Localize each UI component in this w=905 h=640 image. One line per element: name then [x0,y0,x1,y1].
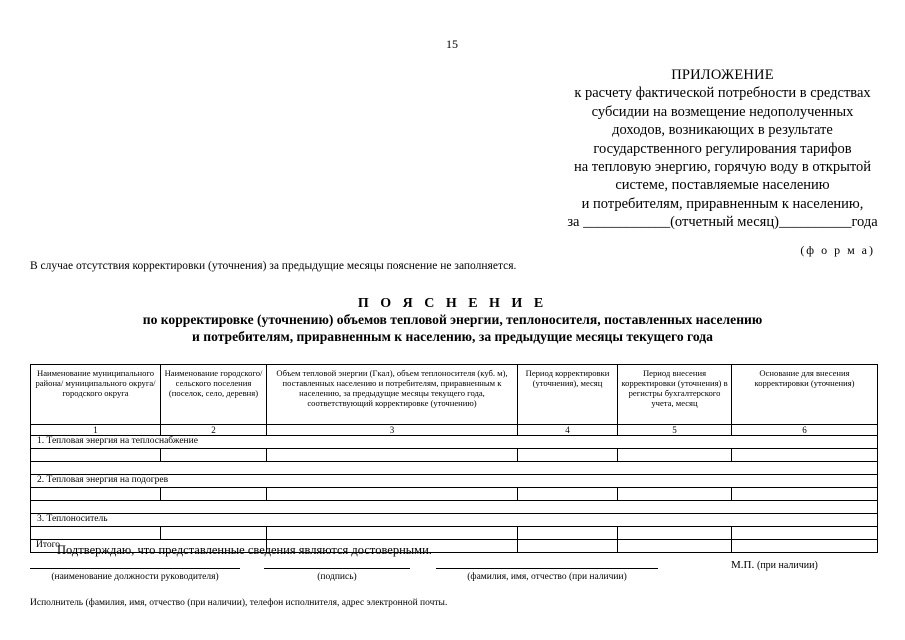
signature-line[interactable] [264,568,410,569]
table-cell[interactable] [518,540,618,553]
annex-line: доходов, возникающих в результате [612,122,833,139]
header-cell: Период корректировки (уточнения), месяц [518,365,618,425]
header-cell: Период внесения корректировки (уточнения) в регистры бухгалтерского учета, месяц [618,365,732,425]
table-cell[interactable] [161,527,267,540]
column-number: 2 [161,425,267,436]
table-row [31,462,878,475]
table-cell[interactable] [31,527,161,540]
column-number: 4 [518,425,618,436]
table-row [31,501,878,514]
section-label: 1. Тепловая энергия на теплоснабжение [31,436,878,449]
table-cell[interactable] [31,449,161,462]
table-cell[interactable] [267,488,518,501]
position-label: (наименование должности руководителя) [51,572,219,582]
table-cell[interactable] [31,488,161,501]
column-number: 5 [618,425,732,436]
annex-line: за ____________(отчетный месяц)__________года [567,214,878,231]
annex-line: субсидии на возмещение недополученных [591,103,854,120]
annex-block [560,66,885,232]
column-number: 3 [267,425,518,436]
table-cell[interactable] [31,501,878,514]
annex-line: к расчету фактической потребности в средствах [574,85,871,102]
table-row [31,488,878,501]
table-cell[interactable] [618,527,732,540]
total-label: Итого [31,540,267,553]
full-name-label: (фамилия, имя, отчество (при наличии) [467,572,627,582]
table-cell[interactable] [518,449,618,462]
table-cell[interactable] [618,488,732,501]
annex-line: государственного регулирования тарифов [593,140,852,157]
header-cell: Наименование муниципального района/ муниципального округа/ городского округа [31,365,161,425]
table-cell[interactable] [732,540,878,553]
correction-table [30,364,878,553]
heading-subtitle-1: по корректировке (уточнению) объемов тепловой энергии, теплоносителя, поставленных населению [142,312,763,327]
column-number: 1 [31,425,161,436]
table-cell[interactable] [267,527,518,540]
table-cell[interactable] [518,527,618,540]
document-heading [30,295,875,345]
table-cell[interactable] [161,488,267,501]
header-cell: Основание для внесения корректировки (уточнения) [732,365,878,425]
table-header-row [31,365,878,425]
table-row [31,527,878,540]
confirmation-text: Подтверждаю, что представленные сведения являются достоверными. [57,543,432,557]
table-cell[interactable] [732,488,878,501]
column-number: 6 [732,425,878,436]
table-cell[interactable] [31,462,878,475]
section-label: 2. Тепловая энергия на подогрев [31,475,878,488]
section-row [31,475,878,488]
section-row [31,436,878,449]
header-cell: Объем тепловой энергии (Гкал), объем теплоносителя (куб. м), поставленных населению и потребителям, приравненным к населению, за предыдущие месяцы текущего года, соответствующий корректировке (уточнению) [267,365,518,425]
section-row [31,514,878,527]
page-number: 15 [446,37,458,51]
name-signature-line[interactable] [436,568,658,569]
table-cell[interactable] [161,449,267,462]
stamp-label: М.П. [731,559,755,571]
annex-title: ПРИЛОЖЕНИЕ [671,67,774,83]
table-cell[interactable] [618,540,732,553]
table-cell[interactable] [732,527,878,540]
table-row [31,449,878,462]
table-cell[interactable] [267,449,518,462]
annex-line: на тепловую энергию, горячую воду в открытой [573,159,871,176]
form-label: (ф о р м а) [800,243,875,257]
annex-line: системе, поставляемые населению [615,177,830,194]
heading-subtitle-2: и потребителям, приравненным к населению, за предыдущие месяцы текущего года [192,328,713,344]
annex-line: и потребителям, приравненным к населению, [581,195,864,212]
header-cell: Наименование городского/сельского поселения (поселок, село, деревня) [161,365,267,425]
top-note: В случае отсутствия корректировки (уточнения) за предыдущие месяцы пояснение не заполняется. [30,260,517,272]
executor-info: Исполнитель (фамилия, имя, отчество (при наличии), телефон исполнителя, адрес электронной почты. [30,598,448,608]
section-label: 3. Теплоноситель [31,514,878,527]
signature-label: (подпись) [317,572,357,582]
table-cell[interactable] [618,449,732,462]
stamp-place [731,559,818,571]
heading-title: П О Я С Н Е Н И Е [357,296,548,311]
column-number-row [31,425,878,436]
stamp-note: (при наличии) [756,560,818,571]
table-cell[interactable] [732,449,878,462]
table-cell[interactable] [518,488,618,501]
position-signature-line[interactable] [30,568,240,569]
